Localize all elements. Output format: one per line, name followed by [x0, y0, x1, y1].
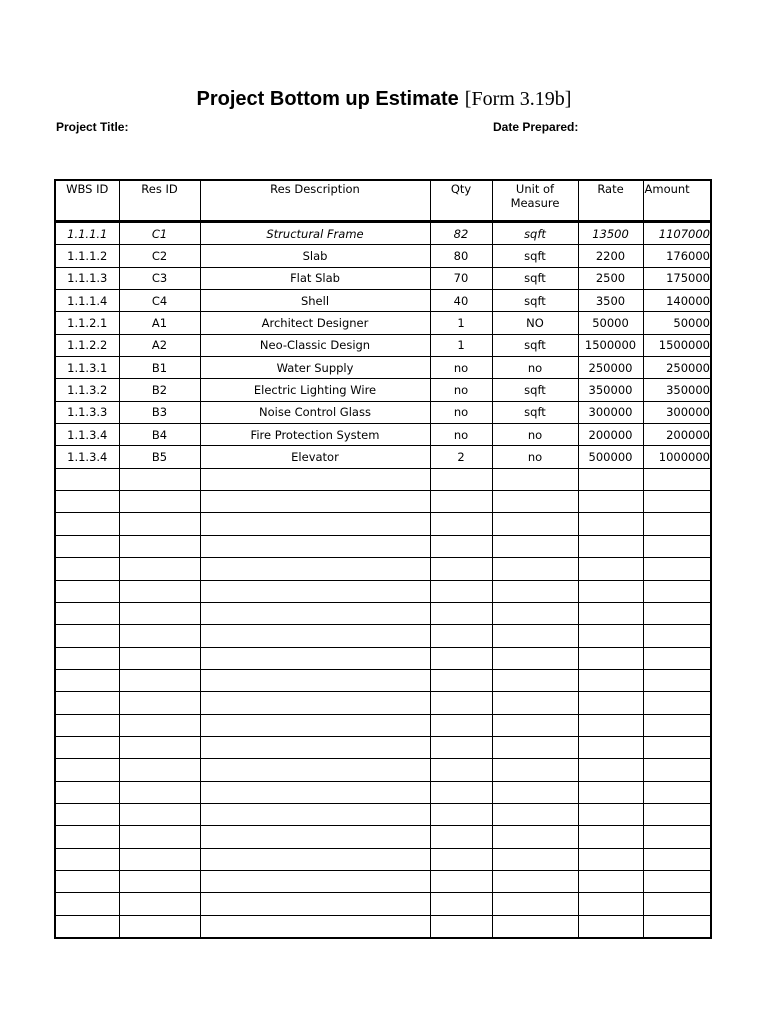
rate-cell: 2200: [578, 245, 643, 267]
amount-cell: 1500000: [643, 334, 711, 356]
empty-cell: [430, 893, 492, 915]
res-id-cell: B5: [119, 446, 200, 468]
unit-cell: sqft: [492, 222, 578, 245]
table-row: [55, 334, 711, 356]
empty-cell: [643, 468, 711, 490]
wbs-id-cell: 1.1.3.4: [55, 424, 119, 446]
amount-cell: 50000: [643, 312, 711, 334]
empty-table-row: [55, 714, 711, 736]
empty-cell: [492, 759, 578, 781]
empty-cell: [643, 714, 711, 736]
column-header: Res ID: [119, 180, 200, 222]
empty-table-row: [55, 781, 711, 803]
empty-cell: [119, 513, 200, 535]
empty-cell: [119, 781, 200, 803]
empty-cell: [492, 580, 578, 602]
wbs-id-cell: 1.1.1.4: [55, 290, 119, 312]
qty-cell: 70: [430, 267, 492, 289]
rate-cell: 3500: [578, 290, 643, 312]
empty-cell: [55, 669, 119, 691]
empty-cell: [200, 580, 430, 602]
empty-table-row: [55, 669, 711, 691]
empty-table-row: [55, 736, 711, 758]
res-id-cell: A1: [119, 312, 200, 334]
empty-cell: [55, 870, 119, 892]
qty-cell: 1: [430, 312, 492, 334]
empty-cell: [430, 669, 492, 691]
amount-cell: 350000: [643, 379, 711, 401]
empty-cell: [200, 803, 430, 825]
empty-cell: [578, 848, 643, 870]
empty-cell: [55, 468, 119, 490]
res-id-cell: B4: [119, 424, 200, 446]
empty-cell: [119, 647, 200, 669]
empty-cell: [578, 692, 643, 714]
amount-cell: 1000000: [643, 446, 711, 468]
empty-cell: [643, 513, 711, 535]
empty-cell: [492, 893, 578, 915]
empty-cell: [119, 491, 200, 513]
wbs-id-cell: 1.1.1.2: [55, 245, 119, 267]
empty-cell: [578, 826, 643, 848]
empty-cell: [643, 491, 711, 513]
empty-cell: [55, 714, 119, 736]
empty-cell: [492, 736, 578, 758]
empty-cell: [643, 647, 711, 669]
unit-cell: sqft: [492, 334, 578, 356]
rate-cell: 300000: [578, 401, 643, 423]
amount-cell: 175000: [643, 267, 711, 289]
res-id-cell: C1: [119, 222, 200, 245]
empty-cell: [430, 781, 492, 803]
empty-cell: [492, 491, 578, 513]
table-row: [55, 357, 711, 379]
res-id-cell: C2: [119, 245, 200, 267]
rate-cell: 500000: [578, 446, 643, 468]
empty-cell: [200, 826, 430, 848]
empty-cell: [492, 513, 578, 535]
empty-cell: [119, 602, 200, 624]
res-id-cell: C3: [119, 267, 200, 289]
column-header: Res Description: [200, 180, 430, 222]
empty-cell: [55, 558, 119, 580]
empty-cell: [430, 647, 492, 669]
empty-cell: [55, 491, 119, 513]
empty-cell: [492, 714, 578, 736]
empty-cell: [200, 558, 430, 580]
empty-cell: [119, 736, 200, 758]
empty-cell: [200, 625, 430, 647]
empty-table-row: [55, 848, 711, 870]
empty-cell: [119, 803, 200, 825]
empty-cell: [119, 692, 200, 714]
res-description-cell: Water Supply: [200, 357, 430, 379]
empty-cell: [200, 870, 430, 892]
empty-cell: [643, 870, 711, 892]
empty-table-row: [55, 625, 711, 647]
res-description-cell: Electric Lighting Wire: [200, 379, 430, 401]
empty-cell: [55, 848, 119, 870]
empty-cell: [200, 915, 430, 938]
empty-cell: [55, 602, 119, 624]
empty-cell: [492, 558, 578, 580]
empty-cell: [430, 513, 492, 535]
empty-cell: [578, 513, 643, 535]
empty-cell: [643, 848, 711, 870]
empty-cell: [492, 602, 578, 624]
qty-cell: no: [430, 379, 492, 401]
empty-cell: [200, 893, 430, 915]
empty-cell: [430, 759, 492, 781]
empty-cell: [492, 692, 578, 714]
empty-cell: [492, 669, 578, 691]
table-row: [55, 222, 711, 245]
empty-table-row: [55, 692, 711, 714]
wbs-id-cell: 1.1.3.2: [55, 379, 119, 401]
res-description-cell: Slab: [200, 245, 430, 267]
res-id-cell: B3: [119, 401, 200, 423]
empty-cell: [643, 558, 711, 580]
empty-cell: [200, 513, 430, 535]
empty-table-row: [55, 870, 711, 892]
amount-cell: 176000: [643, 245, 711, 267]
wbs-id-cell: 1.1.3.1: [55, 357, 119, 379]
column-header: Rate: [578, 180, 643, 222]
res-description-cell: Flat Slab: [200, 267, 430, 289]
empty-cell: [578, 714, 643, 736]
table-row: [55, 401, 711, 423]
date-prepared-label: Date Prepared:: [493, 120, 579, 134]
unit-cell: no: [492, 424, 578, 446]
empty-cell: [430, 558, 492, 580]
empty-cell: [119, 915, 200, 938]
empty-cell: [55, 692, 119, 714]
empty-cell: [643, 692, 711, 714]
estimate-table: [54, 179, 712, 939]
empty-table-row: [55, 602, 711, 624]
qty-cell: no: [430, 357, 492, 379]
empty-cell: [119, 669, 200, 691]
empty-cell: [643, 915, 711, 938]
empty-table-row: [55, 803, 711, 825]
unit-cell: sqft: [492, 401, 578, 423]
res-description-cell: Shell: [200, 290, 430, 312]
res-id-cell: A2: [119, 334, 200, 356]
empty-cell: [55, 513, 119, 535]
empty-cell: [430, 803, 492, 825]
empty-cell: [430, 602, 492, 624]
empty-cell: [578, 468, 643, 490]
empty-table-row: [55, 647, 711, 669]
table-row: [55, 379, 711, 401]
empty-table-row: [55, 826, 711, 848]
empty-cell: [578, 893, 643, 915]
unit-cell: sqft: [492, 245, 578, 267]
form-reference: [Form 3.19b]: [464, 88, 572, 110]
table-row: [55, 312, 711, 334]
column-header: WBS ID: [55, 180, 119, 222]
empty-cell: [578, 580, 643, 602]
empty-cell: [492, 826, 578, 848]
amount-cell: 1107000: [643, 222, 711, 245]
qty-cell: 2: [430, 446, 492, 468]
empty-cell: [119, 714, 200, 736]
empty-cell: [492, 535, 578, 557]
empty-cell: [492, 781, 578, 803]
empty-cell: [55, 625, 119, 647]
empty-cell: [200, 535, 430, 557]
empty-cell: [55, 826, 119, 848]
empty-cell: [119, 625, 200, 647]
amount-cell: 250000: [643, 357, 711, 379]
empty-cell: [578, 803, 643, 825]
empty-cell: [578, 736, 643, 758]
res-id-cell: C4: [119, 290, 200, 312]
empty-cell: [578, 781, 643, 803]
empty-table-row: [55, 468, 711, 490]
res-id-cell: B1: [119, 357, 200, 379]
empty-cell: [55, 647, 119, 669]
empty-table-row: [55, 759, 711, 781]
empty-cell: [55, 781, 119, 803]
empty-cell: [430, 826, 492, 848]
empty-cell: [200, 491, 430, 513]
rate-cell: 350000: [578, 379, 643, 401]
empty-cell: [200, 692, 430, 714]
empty-cell: [430, 714, 492, 736]
empty-cell: [430, 468, 492, 490]
empty-cell: [492, 468, 578, 490]
empty-cell: [119, 848, 200, 870]
empty-cell: [55, 736, 119, 758]
document-title: Project Bottom up Estimate: [196, 88, 459, 110]
empty-cell: [200, 848, 430, 870]
empty-cell: [643, 893, 711, 915]
empty-cell: [492, 625, 578, 647]
empty-cell: [55, 759, 119, 781]
empty-cell: [643, 736, 711, 758]
empty-cell: [643, 781, 711, 803]
empty-cell: [119, 870, 200, 892]
empty-cell: [430, 692, 492, 714]
empty-cell: [578, 915, 643, 938]
empty-cell: [200, 759, 430, 781]
qty-cell: 82: [430, 222, 492, 245]
empty-cell: [200, 714, 430, 736]
empty-cell: [492, 915, 578, 938]
empty-cell: [578, 625, 643, 647]
wbs-id-cell: 1.1.3.3: [55, 401, 119, 423]
empty-table-row: [55, 893, 711, 915]
empty-cell: [578, 759, 643, 781]
wbs-id-cell: 1.1.3.4: [55, 446, 119, 468]
empty-cell: [643, 580, 711, 602]
empty-cell: [492, 870, 578, 892]
empty-cell: [55, 915, 119, 938]
res-description-cell: Structural Frame: [200, 222, 430, 245]
table-row: [55, 290, 711, 312]
res-description-cell: Noise Control Glass: [200, 401, 430, 423]
rate-cell: 50000: [578, 312, 643, 334]
empty-cell: [119, 580, 200, 602]
empty-cell: [200, 736, 430, 758]
wbs-id-cell: 1.1.1.3: [55, 267, 119, 289]
empty-cell: [578, 558, 643, 580]
qty-cell: no: [430, 424, 492, 446]
qty-cell: no: [430, 401, 492, 423]
empty-table-row: [55, 513, 711, 535]
amount-cell: 300000: [643, 401, 711, 423]
empty-cell: [643, 602, 711, 624]
empty-cell: [55, 580, 119, 602]
wbs-id-cell: 1.1.1.1: [55, 222, 119, 245]
amount-cell: 200000: [643, 424, 711, 446]
unit-cell: no: [492, 357, 578, 379]
empty-table-row: [55, 491, 711, 513]
rate-cell: 200000: [578, 424, 643, 446]
empty-cell: [643, 803, 711, 825]
table-row: [55, 446, 711, 468]
rate-cell: 13500: [578, 222, 643, 245]
empty-cell: [119, 759, 200, 781]
wbs-id-cell: 1.1.2.2: [55, 334, 119, 356]
column-header: Unit of Measure: [492, 180, 578, 222]
empty-cell: [200, 647, 430, 669]
res-description-cell: Architect Designer: [200, 312, 430, 334]
table-row: [55, 245, 711, 267]
unit-cell: sqft: [492, 379, 578, 401]
empty-cell: [578, 535, 643, 557]
qty-cell: 1: [430, 334, 492, 356]
empty-cell: [119, 893, 200, 915]
amount-cell: 140000: [643, 290, 711, 312]
empty-table-row: [55, 580, 711, 602]
qty-cell: 40: [430, 290, 492, 312]
unit-cell: sqft: [492, 290, 578, 312]
unit-cell: NO: [492, 312, 578, 334]
empty-table-row: [55, 535, 711, 557]
empty-cell: [200, 602, 430, 624]
form-title: [0, 88, 768, 111]
empty-cell: [200, 781, 430, 803]
table-body: [55, 222, 711, 939]
empty-cell: [643, 826, 711, 848]
res-description-cell: Neo-Classic Design: [200, 334, 430, 356]
empty-cell: [430, 848, 492, 870]
rate-cell: 2500: [578, 267, 643, 289]
project-title-label: Project Title:: [56, 120, 129, 134]
empty-table-row: [55, 558, 711, 580]
empty-cell: [430, 736, 492, 758]
rate-cell: 1500000: [578, 334, 643, 356]
empty-cell: [578, 491, 643, 513]
res-description-cell: Elevator: [200, 446, 430, 468]
qty-cell: 80: [430, 245, 492, 267]
empty-cell: [55, 535, 119, 557]
empty-cell: [492, 647, 578, 669]
empty-cell: [55, 893, 119, 915]
empty-cell: [430, 491, 492, 513]
unit-cell: sqft: [492, 267, 578, 289]
empty-cell: [200, 468, 430, 490]
empty-cell: [492, 848, 578, 870]
empty-cell: [55, 803, 119, 825]
unit-cell: no: [492, 446, 578, 468]
column-header: Amount: [643, 180, 711, 222]
empty-cell: [200, 669, 430, 691]
column-header: Qty: [430, 180, 492, 222]
empty-cell: [119, 826, 200, 848]
empty-cell: [643, 759, 711, 781]
table-row: [55, 267, 711, 289]
empty-cell: [578, 647, 643, 669]
empty-table-row: [55, 915, 711, 938]
res-id-cell: B2: [119, 379, 200, 401]
empty-cell: [430, 535, 492, 557]
empty-cell: [578, 602, 643, 624]
empty-cell: [643, 535, 711, 557]
empty-cell: [119, 468, 200, 490]
empty-cell: [643, 625, 711, 647]
empty-cell: [578, 870, 643, 892]
table-row: [55, 424, 711, 446]
empty-cell: [119, 558, 200, 580]
empty-cell: [492, 803, 578, 825]
table-header-row: [55, 180, 711, 222]
rate-cell: 250000: [578, 357, 643, 379]
empty-cell: [119, 535, 200, 557]
empty-cell: [430, 870, 492, 892]
empty-cell: [430, 580, 492, 602]
wbs-id-cell: 1.1.2.1: [55, 312, 119, 334]
empty-cell: [430, 915, 492, 938]
empty-cell: [430, 625, 492, 647]
res-description-cell: Fire Protection System: [200, 424, 430, 446]
empty-cell: [643, 669, 711, 691]
empty-cell: [578, 669, 643, 691]
